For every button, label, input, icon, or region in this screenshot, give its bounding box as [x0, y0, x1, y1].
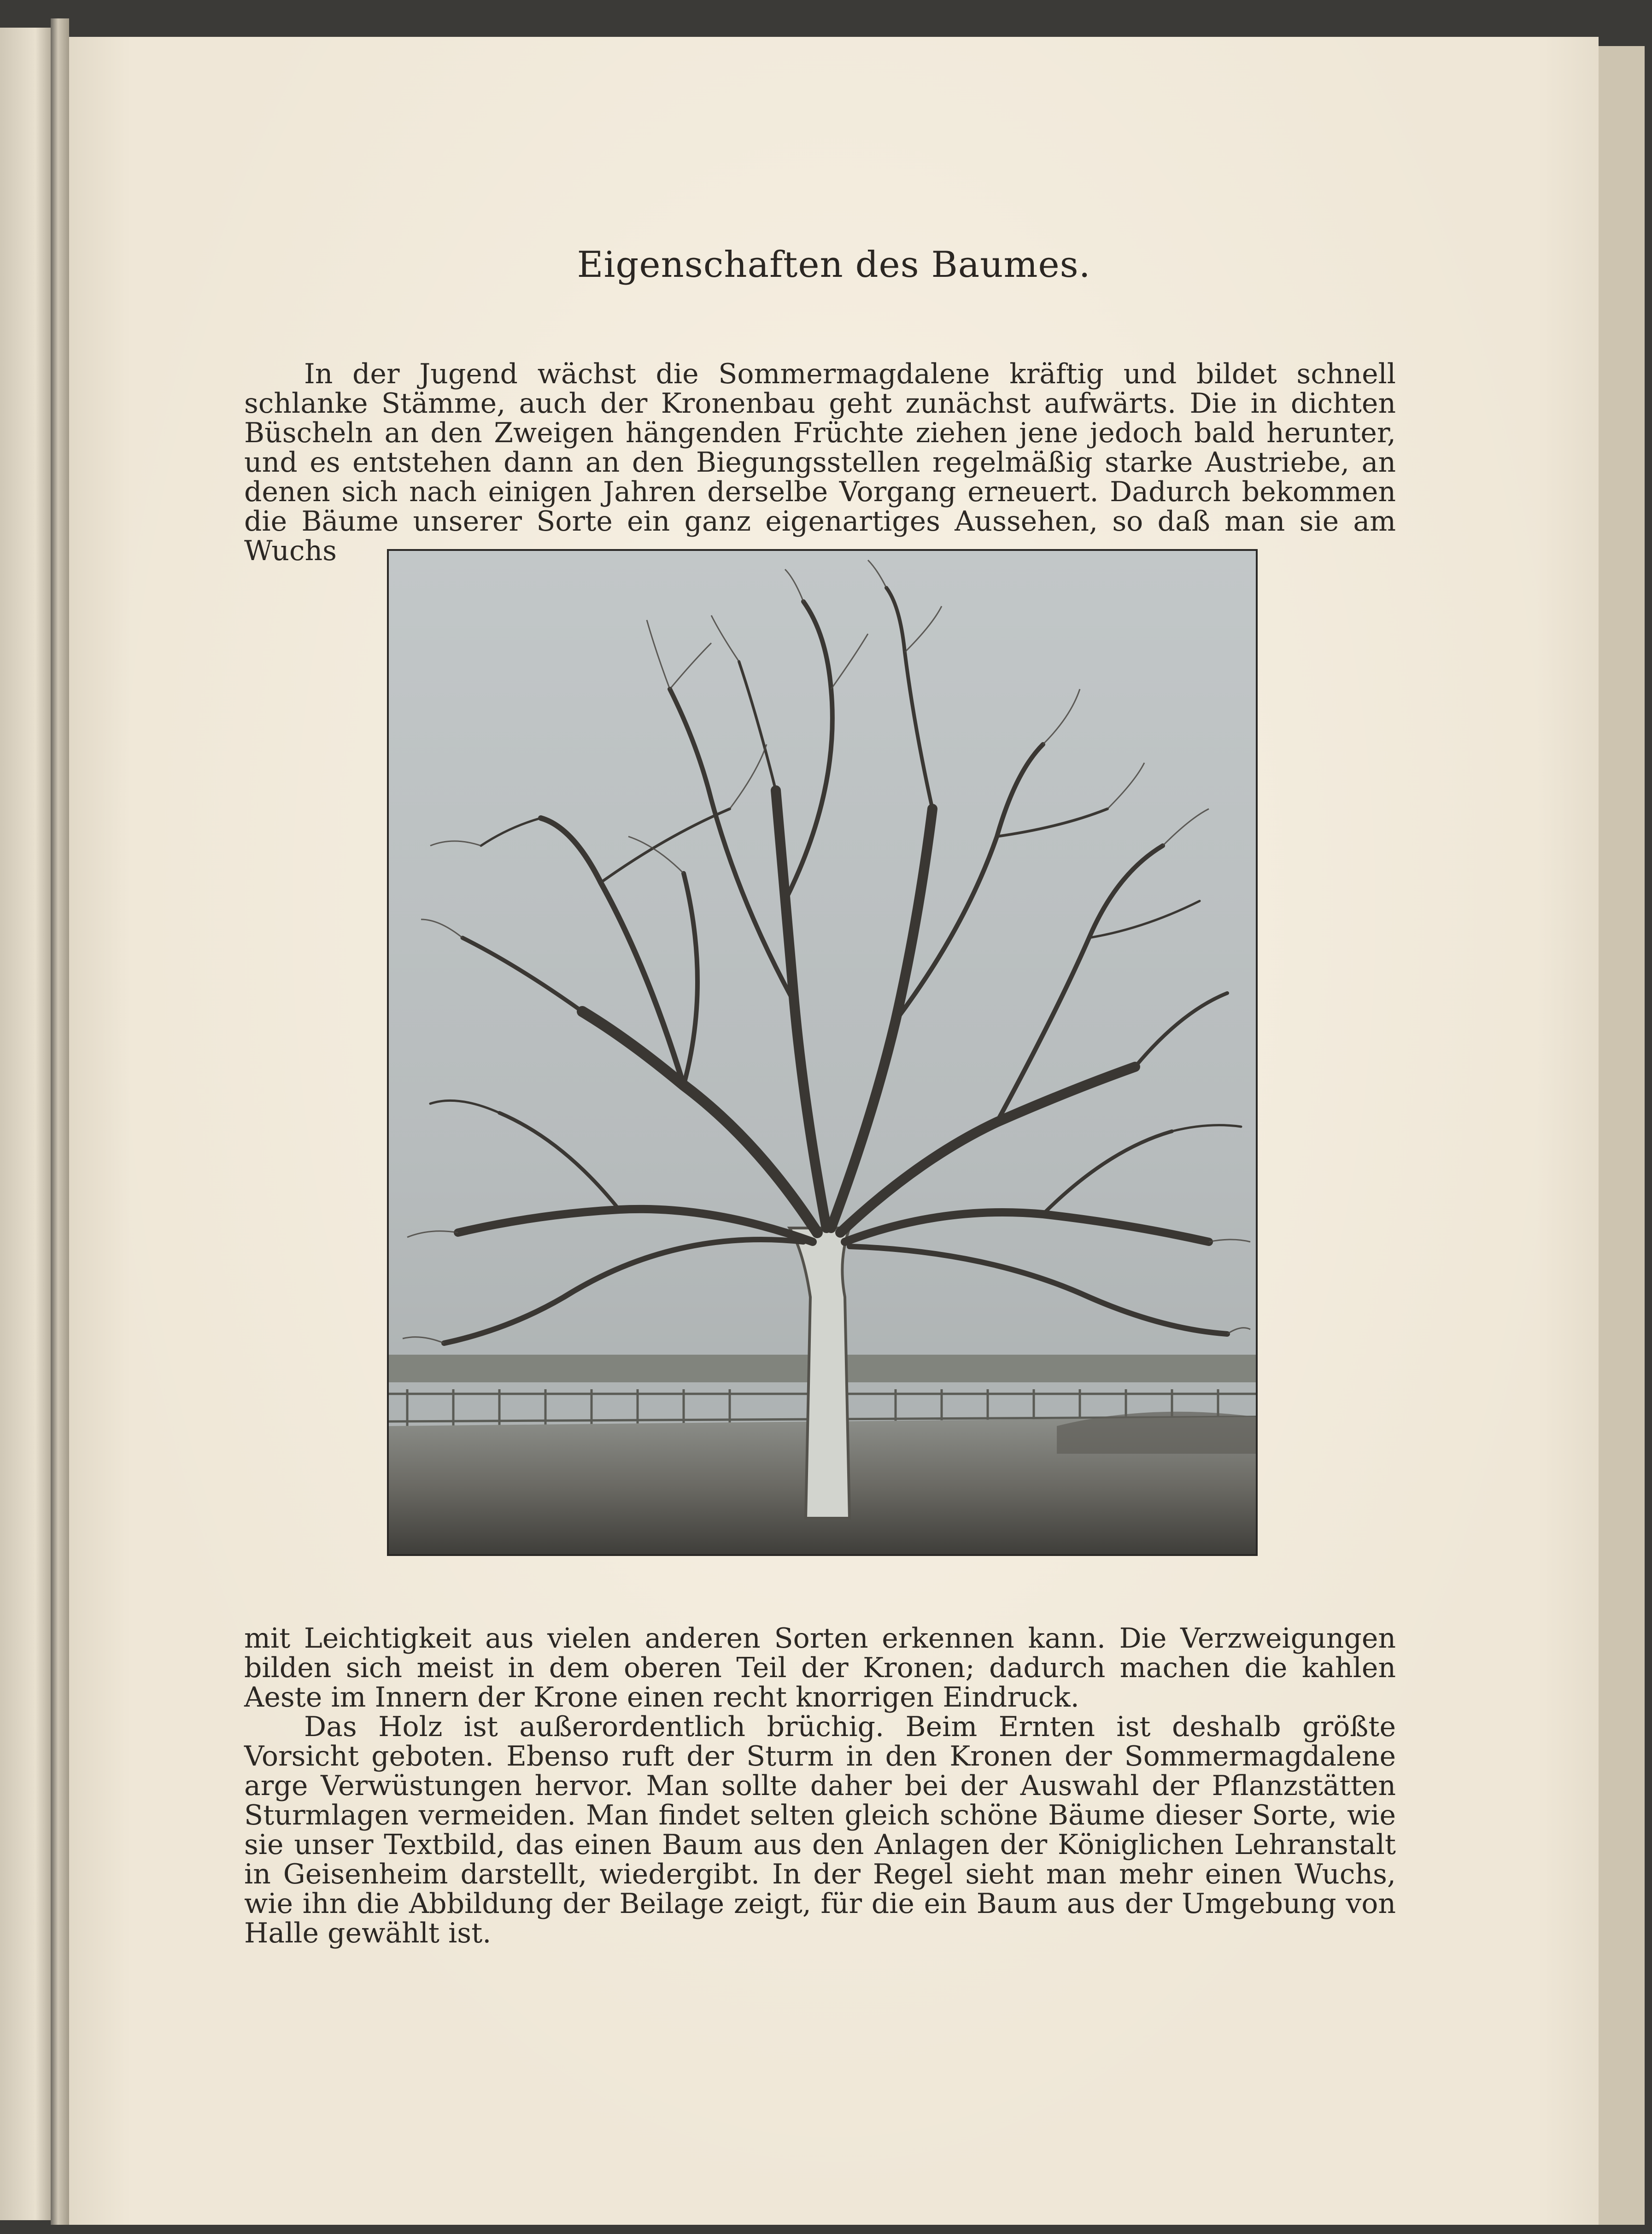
bare-tree-photograph-icon: [389, 551, 1256, 1554]
book-binding: [51, 18, 69, 2225]
page-title: Eigenschaften des Baumes.: [577, 244, 1091, 286]
paragraph: In der Jugend wächst die Sommermagdalene kräftig und bildet schnell schlanke Stämme, auch der Kronenbau geht zunächst aufwärts. Die in dichten Büscheln an den Zweigen hängenden Früchte ziehen jene jedoch bald herunter, und es entstehen dann an den Biegungsstellen regelmäßig starke Austriebe, an denen sich nach einigen Jahren derselbe Vorgang erneuert. Dadurch bekommen die Bäume unserer Sorte ein ganz eigenartiges Aussehen, so daß man sie am Wuchs: [244, 358, 1396, 567]
tree-photograph: [387, 549, 1258, 1556]
book-page: [69, 37, 1599, 2225]
paragraph: mit Leichtigkeit aus vielen anderen Sorten erkennen kann. Die Verzweigungen bilden sich meist in dem oberen Teil der Kronen; dadurch machen die kahlen Aeste im Innern der Krone einen recht knorrigen Eindruck.: [244, 1622, 1396, 1714]
text-block-bottom: [244, 1624, 1396, 1948]
paragraph: Das Holz ist außerordentlich brüchig. Beim Ernten ist deshalb größte Vorsicht geboten. Ebenso ruft der Sturm in den Kronen der Sommermagdalene arge Verwüstungen hervor. Man sollte daher bei der Auswahl der Pflanzstätten Sturmlagen vermeiden. Man findet selten gleich schöne Bäume dieser Sorte, wie sie unser Textbild, das einen Baum aus den Anlagen der Königlichen Lehranstalt in Geisenheim darstellt, wiedergibt. In der Regel sieht man mehr einen Wuchs, wie ihn die Abbildung der Beilage zeigt, für die ein Baum aus der Umgebung von Halle gewählt ist.: [244, 1711, 1396, 1949]
text-block-top: [244, 359, 1396, 566]
previous-page-edge: [0, 28, 51, 2220]
